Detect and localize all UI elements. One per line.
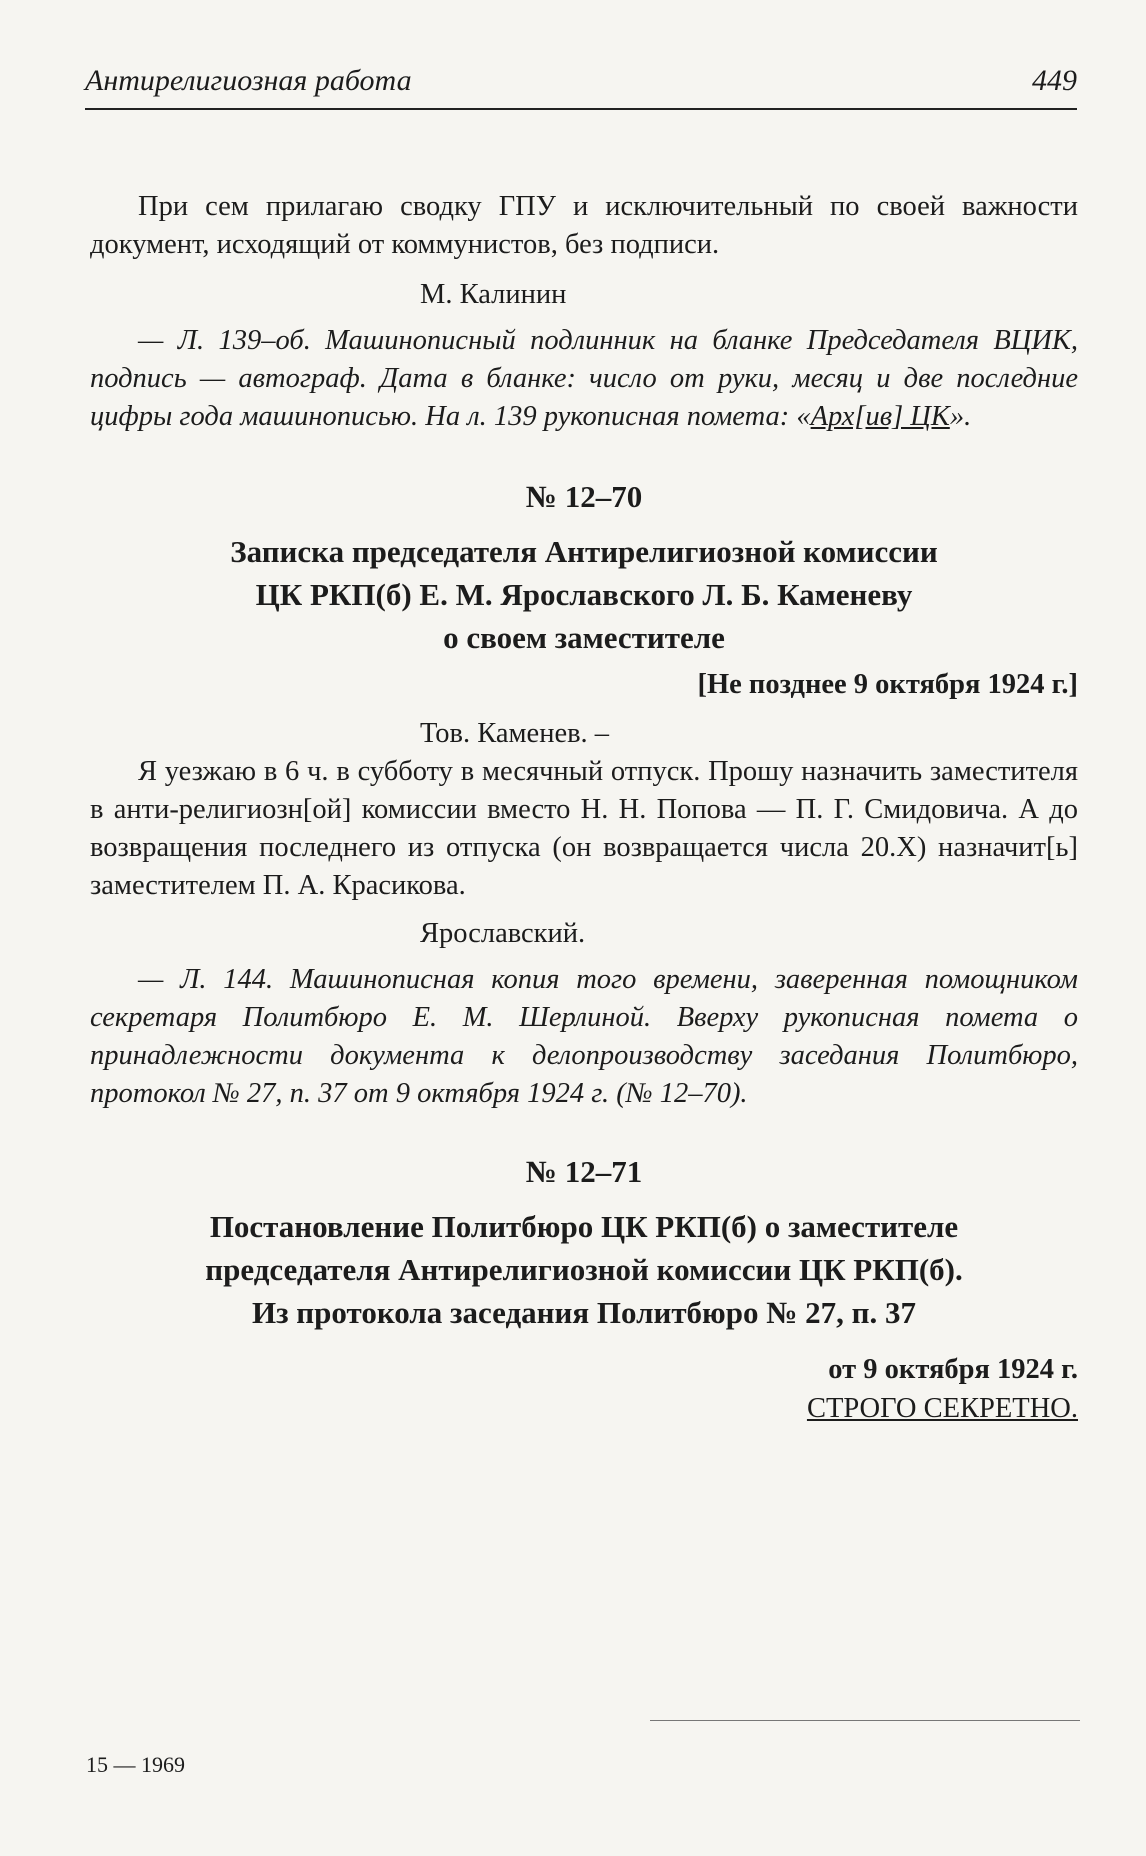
memo-body: Я уезжаю в 6 ч. в субботу в месячный отпуск. Прошу назначить заместителя в анти-религиозн[ой] комиссии вместо Н. Н. Попова — П. Г. Смидовича. А до возвращения последнего из отпуска (он возвращается числа 20.X) назначит[ь] заместителем П. А. Красикова. [90,756,1078,901]
archival-note-1: — Л. 139–об. Машинописный подлинник на бланке Председателя ВЦИК, подпись — автограф. Дата в бланке: число от руки, месяц и две последние цифры года машинописью. На л. 139 рукописная помета: «Арх[ив] ЦК». [90,325,1078,432]
running-header [85,64,1077,110]
archival-note-2: — Л. 144. Машинописная копия того времени, заверенная помощником секретаря Политбюро Е. М. Шерлиной. Вверху рукописная помета о принадлежности документа к делопроизводству заседания Политбюро, протокол № 27, п. 37 от 9 октября 1924 г. (№ 12–70). [90,964,1078,1109]
yaroslavsky-signature: Ярославский. [420,918,586,949]
letter-text: При сем прилагаю сводку ГПУ и исключительный по своей важности документ, исходящий от коммунистов, без подписи. [90,191,1078,260]
page-content [90,188,1078,1428]
doc-date-12-70: [Не позднее 9 октября 1924 г.] [697,669,1078,700]
page-number: 449 [1032,64,1077,97]
addressee: Тов. Каменев. – [420,718,610,749]
doc-title-12-70: Записка председателя Антирелигиозной комиссии ЦК РКП(б) Е. М. Ярославского Л. Б. Каменеву о своем заместителе [230,534,938,655]
doc-number-12-70: № 12–70 [525,479,643,514]
doc-date-12-71: от 9 октября 1924 г. [828,1354,1078,1385]
kalinin-signature: М. Калинин [420,279,567,310]
classification-stamp: СТРОГО СЕКРЕТНО. [806,1393,1078,1424]
footnote-rule [650,1720,1080,1721]
signature-mark: 15 — 1969 [86,1752,185,1777]
archive-mark: Арх[ив] ЦК [810,401,950,432]
running-title: Антирелигиозная работа [85,64,412,97]
doc-title-12-71: Постановление Политбюро ЦК РКП(б) о заместителе председателя Антирелигиозной комиссии ЦК РКП(б). Из протокола заседания Политбюро № 27, п. 37 [205,1209,963,1330]
doc-number-12-71: № 12–71 [525,1154,643,1189]
